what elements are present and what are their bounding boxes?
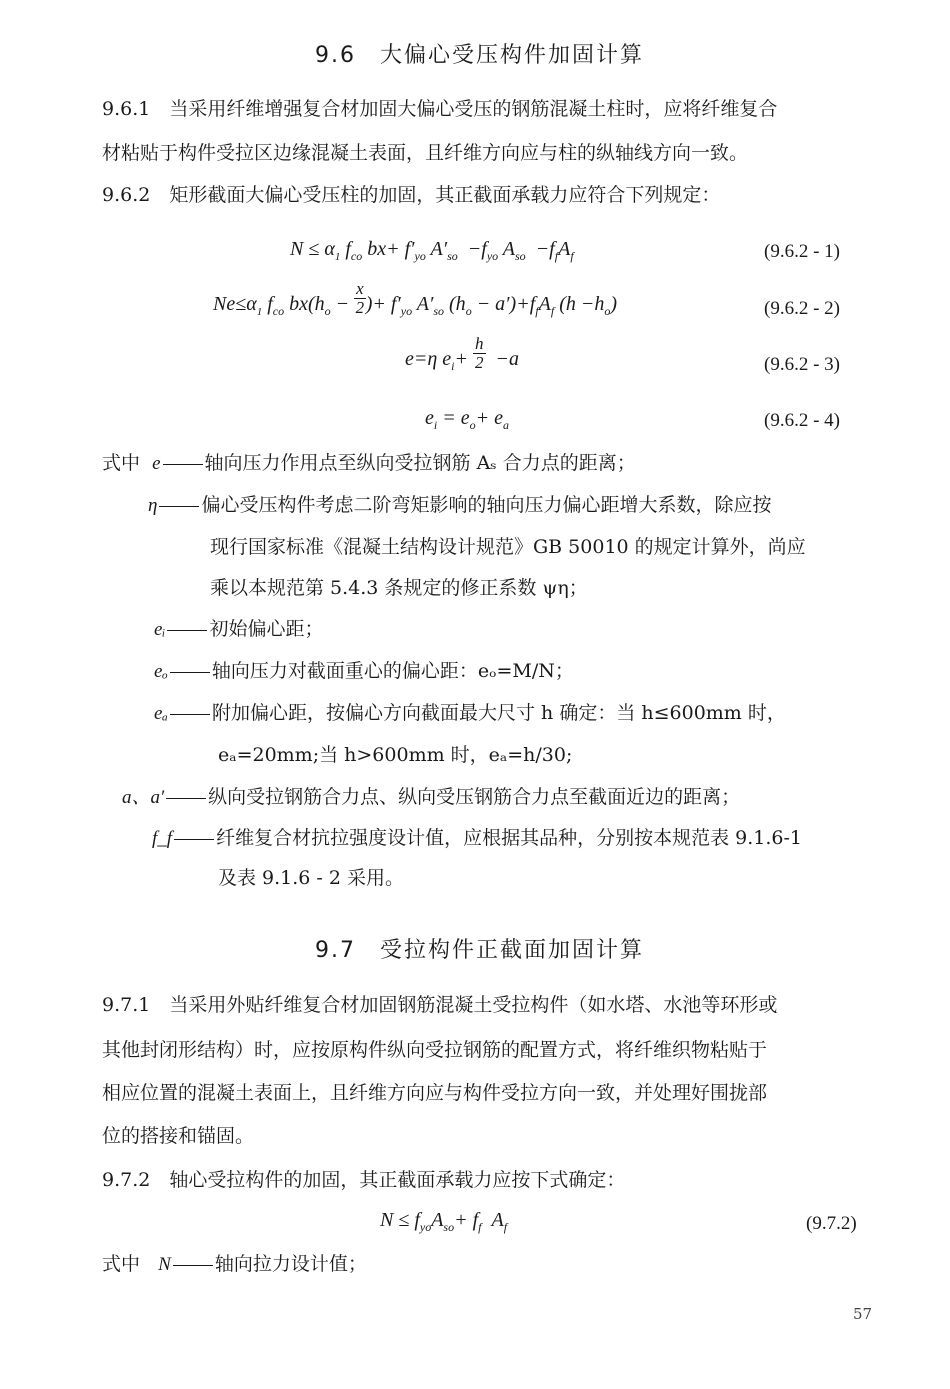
definition-text: 初始偏心距； [209,618,324,640]
definition-ea-line2: eₐ=20mm;当 h>600mm 时，eₐ=h/30; [218,744,573,766]
equation-9-6-2-1: $N \le \alpha_1$ $f_{co}$ $bx+ f'_{yo}$ $A'_{so} -f_{yo}$ $A_{so} -f_fA_f$ [290,238,574,263]
definition-ff [152,826,802,851]
definition-text: 轴向压力作用点至纵向受拉钢筋 Aₛ 合力点的距离； [204,452,636,474]
clause-9-6-2: 9.6.2 矩形截面大偏心受压柱的加固，其正截面承载力应符合下列规定： [102,184,721,206]
dash [173,1265,213,1266]
equation-9-7-2: $N \le f_{yo}A_{so}+ f_f$ $A_f$ [380,1209,508,1234]
section-9-7-title: 9.7 受拉构件正截面加固计算 [315,938,644,963]
definition-text: 纵向受拉钢筋合力点、纵向受压钢筋合力点至截面近边的距离； [208,786,741,808]
clause-9-6-1-line2: 材粘贴于构件受拉区边缘混凝土表面，且纤维方向应与柱的纵轴线方向一致。 [102,142,749,164]
definition-eta-line3: 乘以本规范第 5.4.3 条规定的修正系数 ψη； [210,577,588,599]
symbol-ff: f_f [152,828,173,849]
where-label: 式中 [102,1253,141,1275]
equation-9-6-2-2: $Ne\le\alpha_1$ $f_{co}$ $bx(h_o$ − $\frac{x}{2}$ )+ $f'_{yo}$ $A'_{so}$ $(h_o - a')+f_fA_f$ $(h -h_o)$ [213,278,618,318]
definition-N [102,1252,367,1277]
symbol-e: e [152,453,161,474]
definition-eo [154,659,574,684]
dash [167,630,207,631]
definition-ea [154,701,786,726]
definition-eta-line2: 现行国家标准《混凝土结构设计规范》GB 50010 的规定计算外，尚应 [210,536,806,558]
equation-number: (9.6.2 - 4) [764,410,840,431]
equation-number: (9.6.2 - 1) [764,241,840,262]
dash [174,839,214,840]
equation-9-6-2-3: e=η $e_i+$ $\frac{h}{2}$ −a [405,333,520,373]
definition-ei [154,617,323,642]
symbol-N: N [158,1254,171,1275]
dash [170,714,210,715]
clause-9-7-2: 9.7.2 轴心受拉构件的加固，其正截面承载力应按下式确定： [102,1169,626,1191]
dash [163,464,203,465]
clause-9-7-1-line1: 9.7.1 当采用外贴纤维复合材加固钢筋混凝土受拉构件（如水塔、水池等环形或 [102,994,778,1016]
clause-9-7-1-line4: 位的搭接和锚固。 [102,1125,255,1147]
definition-e [102,451,636,476]
dash [159,506,199,507]
dash [170,672,210,673]
definition-text: 偏心受压构件考虑二阶弯矩影响的轴向压力偏心距增大系数，除应按 [201,494,772,516]
clause-9-6-1-line1: 9.6.1 当采用纤维增强复合材加固大偏心受压的钢筋混凝土柱时，应将纤维复合 [102,98,778,120]
definition-text: 轴向压力对截面重心的偏心距：eₒ=M/N； [211,660,574,682]
where-label: 式中 [102,452,141,474]
page-number: 57 [853,1305,873,1323]
section-9-6-title: 9.6 大偏心受压构件加固计算 [315,43,644,68]
definition-text: 附加偏心距，按偏心方向截面最大尺寸 h 确定：当 h≤600mm 时， [212,702,786,724]
equation-number: (9.6.2 - 3) [764,354,840,375]
symbol-ea: eₐ [154,703,168,724]
symbol-a: a、a′ [122,787,165,808]
definition-text: 纤维复合材抗拉强度设计值，应根据其品种，分别按本规范表 9.1.6-1 [216,827,802,849]
equation-number: (9.7.2) [806,1213,857,1234]
dash [166,798,206,799]
clause-9-7-1-line3: 相应位置的混凝土表面上，且纤维方向应与构件受拉方向一致，并处理好围拢部 [102,1082,768,1104]
definition-text: 轴向拉力设计值； [214,1253,367,1275]
definition-eta [148,493,771,518]
symbol-eo: eₒ [154,661,168,682]
equation-9-6-2-4: $e_i = e_o+ e_a$ [425,407,509,432]
definition-ff-line2: 及表 9.1.6 - 2 采用。 [218,867,405,889]
definition-a [122,785,740,810]
equation-number: (9.6.2 - 2) [764,298,840,319]
symbol-eta: η [148,495,158,516]
symbol-ei: eᵢ [154,619,166,640]
clause-9-7-1-line2: 其他封闭形结构）时，应按原构件纵向受拉钢筋的配置方式，将纤维织物粘贴于 [102,1039,768,1061]
